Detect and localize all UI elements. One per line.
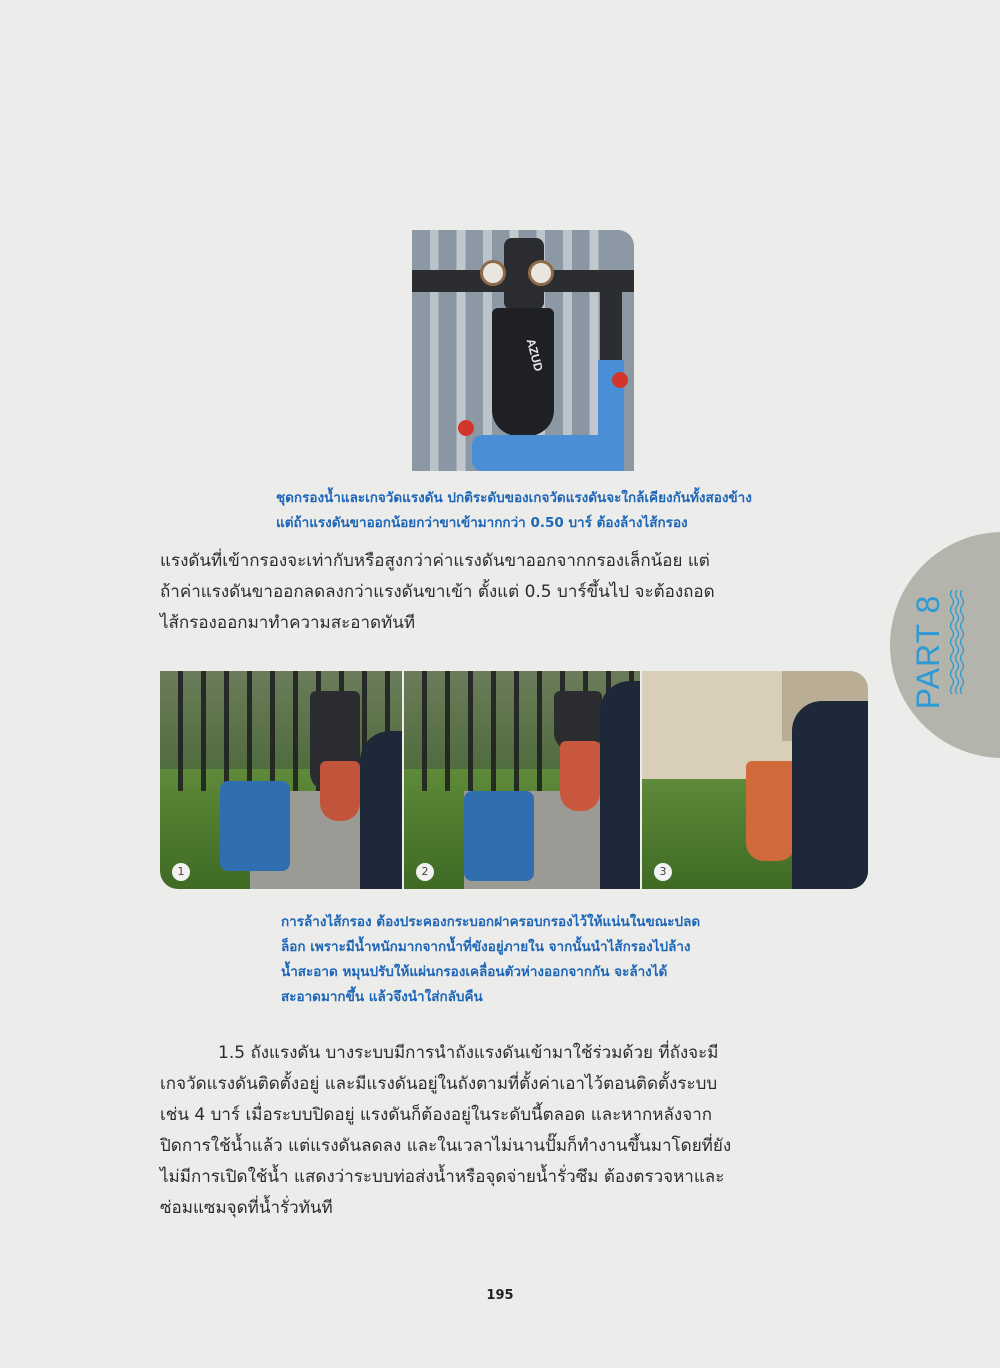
caption-line: น้ำสะอาด หมุนปรับให้แผ่นกรองเคลื่อนตัวห่างออกจากกัน จะล้างได้	[281, 964, 668, 980]
wavy-lines-icon	[948, 590, 964, 696]
paragraph-2	[160, 1038, 760, 1224]
part-label: PART 8	[910, 594, 946, 710]
text-line: 1.5 ถังแรงดัน บางระบบมีการนำถังแรงดันเข้ามาใช้ร่วมด้วย ที่ถังจะมี	[218, 1043, 719, 1063]
panel-number-badge: 2	[416, 863, 434, 881]
text-line: ไม่มีการเปิดใช้น้ำ แสดงว่าระบบท่อส่งน้ำหรือจุดจ่ายน้ำรั่วซึม ต้องตรวจหาและ	[160, 1167, 725, 1187]
red-valve-icon	[458, 420, 474, 436]
filter-cleaning-photo-strip	[160, 671, 868, 889]
person	[600, 681, 640, 889]
person	[792, 701, 868, 889]
brand-label: AZUD	[523, 337, 546, 373]
outlet-gauge-icon	[528, 260, 554, 286]
paragraph-1	[160, 546, 760, 639]
inlet-gauge-icon	[480, 260, 506, 286]
vertical-pipe	[600, 270, 622, 360]
blue-fitting	[472, 435, 622, 471]
text-line: แรงดันที่เข้ากรองจะเท่ากับหรือสูงกว่าค่าแรงดันขาออกจากกรองเล็กน้อย แต่	[160, 551, 710, 571]
text-line: ไส้กรองออกมาทำความสะอาดทันที	[160, 613, 416, 633]
photo-panel-2	[404, 671, 640, 889]
filter-cartridge	[320, 761, 360, 821]
photo-panel-1	[160, 671, 402, 889]
figure2-caption	[281, 910, 741, 1010]
caption-line: ชุดกรองน้ำและเกจวัดแรงดัน ปกติระดับของเกจวัดแรงดันจะใกล้เคียงกันทั้งสองข้าง	[276, 490, 752, 506]
panel-number-badge: 1	[172, 863, 190, 881]
red-valve-icon	[612, 372, 628, 388]
caption-line: ล็อก เพราะมีน้ำหนักมากจากน้ำที่ขังอยู่ภายใน จากนั้นนำไส้กรองไปล้าง	[281, 939, 691, 955]
text-line: เช่น 4 บาร์ เมื่อระบบปิดอยู่ แรงดันก็ต้องอยู่ในระดับนี้ตลอด และหากหลังจาก	[160, 1105, 713, 1125]
photo-panel-3	[642, 671, 868, 889]
person	[360, 731, 402, 889]
text-line: ถ้าค่าแรงดันขาออกลดลงกว่าแรงดันขาเข้า ตั้งแต่ 0.5 บาร์ขึ้นไป จะต้องถอด	[160, 582, 715, 602]
pump-icon	[464, 791, 534, 881]
caption-line: สะอาดมากขึ้น แล้วจึงนำใส่กลับคืน	[281, 989, 483, 1005]
caption-line: การล้างไส้กรอง ต้องประคองกระบอกฝาครอบกรองไว้ให้แน่นในขณะปลด	[281, 914, 701, 930]
text-line: ซ่อมแซมจุดที่น้ำรั่วทันที	[160, 1198, 333, 1218]
figure1-caption	[276, 486, 796, 536]
filter-body	[492, 308, 554, 436]
panel-number-badge: 3	[654, 863, 672, 881]
pump-icon	[220, 781, 290, 871]
filter-cartridge	[746, 761, 796, 861]
text-line: เกจวัดแรงดันติดตั้งอยู่ และมีแรงดันอยู่ในถังตามที่ตั้งค่าเอาไว้ตอนติดตั้งระบบ	[160, 1074, 718, 1094]
text-line: ปิดการใช้น้ำแล้ว แต่แรงดันลดลง และในเวลาไม่นานปั๊มก็ทำงานขึ้นมาโดยที่ยัง	[160, 1136, 732, 1156]
caption-line: แต่ถ้าแรงดันขาออกน้อยกว่าขาเข้ามากกว่า 0.50 บาร์ ต้องล้างไส้กรอง	[276, 515, 688, 531]
filter-cartridge	[560, 741, 600, 811]
page-number: 195	[486, 1288, 514, 1303]
filter-gauge-photo	[412, 230, 634, 471]
